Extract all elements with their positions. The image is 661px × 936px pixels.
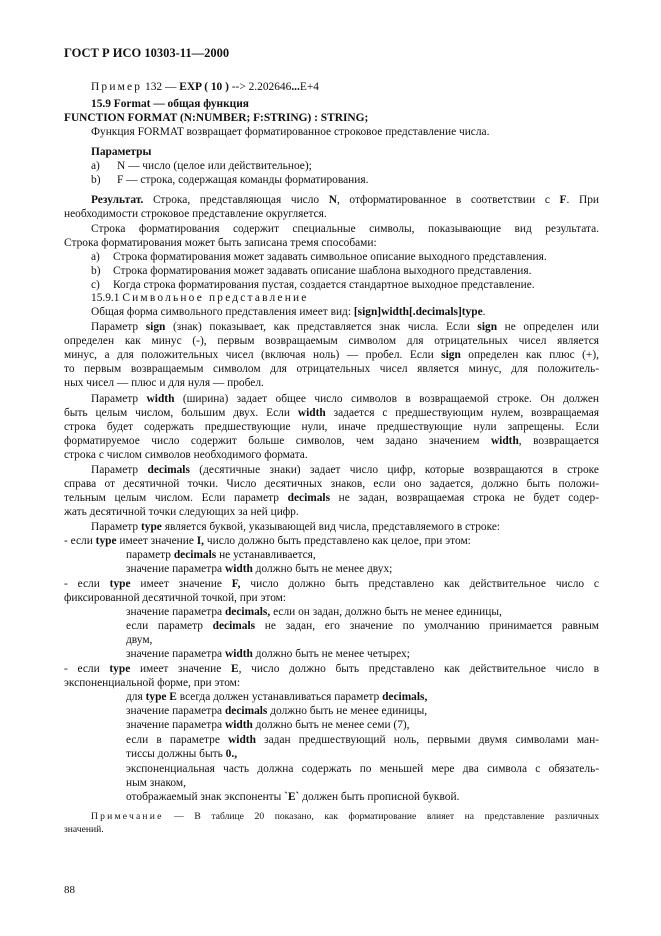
type-e-sub: отображаемый знак экспоненты `E` должен быть прописной буквой.: [126, 791, 460, 803]
function-signature: FUNCTION FORMAT (N:NUMBER; F:STRING) : STRING;: [64, 112, 369, 124]
width-paragraph: Параметр width (ширина) задает общее число символов в возвращаемой строке. Он должен: [91, 393, 599, 405]
example-line: Пример 132 — EXP ( 10 ) --> 2.202646...E+4: [91, 81, 319, 93]
decimals-paragraph: справа от десятичной точки. Число десятичных знаков, если оно задается, должно быть положи-: [64, 478, 599, 490]
result-line2: необходимости строковое представление округляется.: [64, 208, 327, 220]
type-e-sub: ным знаком,: [126, 777, 186, 789]
type-e-sub: значение параметра width должно быть не менее семи (7),: [126, 719, 410, 731]
type-i-sub: значение параметра width должно быть не менее двух;: [126, 563, 393, 575]
general-form: Общая форма символьного представления имеет вид: [sign]width[.decimals]type.: [91, 306, 486, 318]
note-line: значений.: [64, 824, 104, 835]
type-i-sub: параметр decimals не устанавливается,: [126, 549, 316, 561]
param-text: F — строка, содержащая команды форматирования.: [117, 174, 369, 186]
type-e-sub: экспоненциальная часть должна содержать по меньшей мере два символа с обязатель-: [126, 763, 599, 775]
width-paragraph: строка с числом символов необходимого формата.: [64, 449, 308, 461]
page-number: 88: [64, 884, 75, 896]
param-text: N — число (целое или действительное);: [117, 160, 312, 172]
width-paragraph: форматируемое число содержит больше символов, чем задано значением width, возвращается: [64, 435, 599, 447]
sign-paragraph: минус, а для положительных чисел (включая ноль) — пробел. Если sign определен как плюс (+),: [64, 349, 599, 361]
type-e-line: - если type имеет значение E, число должно быть представлено как действительное число в: [64, 663, 599, 675]
decimals-paragraph: Параметр decimals (десятичные знаки) задает число цифр, которые возвращаются в строке: [91, 464, 599, 476]
type-f-sub: если параметр decimals не задан, его значение по умолчанию принимается равным: [126, 620, 599, 632]
intro-text: Функция FORMAT возвращает форматированное строковое представление числа.: [91, 126, 490, 138]
way-text: Когда строка форматирования пустая, создается стандартное выходное представление.: [113, 279, 535, 291]
document-header: ГОСТ Р ИСО 10303-11—2000: [64, 46, 230, 60]
decimals-paragraph: тельным целым числом. Если параметр decimals не задан, возвращаемая строка не будет содер-: [64, 492, 599, 504]
fmt-intro-line: Строка форматирования содержит специальные символы, показывающие вид результата.: [91, 223, 599, 235]
way-text: Строка форматирования может задавать описание шаблона выходного представления.: [113, 265, 532, 277]
sign-paragraph: то первым возвращаемым символом для отрицательных чисел является минус, для положитель-: [64, 363, 599, 375]
way-key: b): [91, 265, 101, 277]
sign-paragraph: ных чисел — плюс и для нуля — пробел.: [64, 377, 264, 389]
type-paragraph: Параметр type является буквой, указывающей вид числа, представляемого в строке:: [91, 521, 501, 533]
type-e-sub: если в параметре width задан предшествующий ноль, первыми двумя символами ман-: [126, 734, 599, 746]
type-e-sub: для type E всегда должен устанавливаться параметр decimals,: [126, 691, 428, 703]
param-item: а): [91, 160, 100, 172]
fmt-intro-line: Строка форматирования может быть записана тремя способами:: [64, 237, 377, 249]
way-text: Строка форматирования может задавать символьное описание выходного представления.: [113, 251, 547, 263]
decimals-paragraph: жать десятичной точки следующих за ней цифр.: [64, 506, 299, 518]
type-f-sub: значение параметра width должно быть не менее четырех;: [126, 648, 410, 660]
type-f-sub: двум,: [126, 634, 153, 646]
width-paragraph: строка будет содержать предшествующие нули, иначе предшествующие нули запрещены. Если: [64, 421, 599, 433]
way-key: а): [91, 251, 100, 263]
type-f-line: фиксированной десятичной точкой, при этом:: [64, 592, 287, 604]
param-item: b): [91, 174, 101, 186]
section-title: 15.9 Format — общая функция: [91, 98, 249, 110]
params-title: Параметры: [91, 146, 152, 158]
way-key: c): [91, 279, 100, 291]
result-line: Результат. Строка, представляющая число N, отформатированное в соответствии с F. При: [91, 194, 599, 206]
sign-paragraph: определен как минус (-), первым возвращаемым символом для отрицательных чисел является: [64, 335, 599, 347]
type-e-line: экспоненциальной форме, при этом:: [64, 677, 241, 689]
width-paragraph: быть целым числом, большим двух. Если width задается с предшествующим нулем, возвращаемая: [64, 407, 599, 419]
type-f-sub: значение параметра decimals, если он задан, должно быть не менее единицы,: [126, 606, 502, 618]
type-e-sub: значение параметра decimals должно быть не менее единицы,: [126, 705, 428, 717]
type-i-line: - если type имеет значение I, число должно быть представлено как целое, при этом:: [64, 535, 471, 547]
type-e-sub: тиссы должны быть 0.,: [126, 748, 238, 760]
note-line: Примечание — В таблице 20 показано, как форматирование влияет на представление различных: [91, 811, 599, 822]
subsection-heading: 15.9.1 Символьное представление: [91, 292, 309, 304]
sign-paragraph: Параметр sign (знак) показывает, как представляется знак числа. Если sign не определен или: [91, 321, 599, 333]
type-f-line: - если type имеет значение F, число должно быть представлено как действительное число с: [64, 578, 599, 590]
